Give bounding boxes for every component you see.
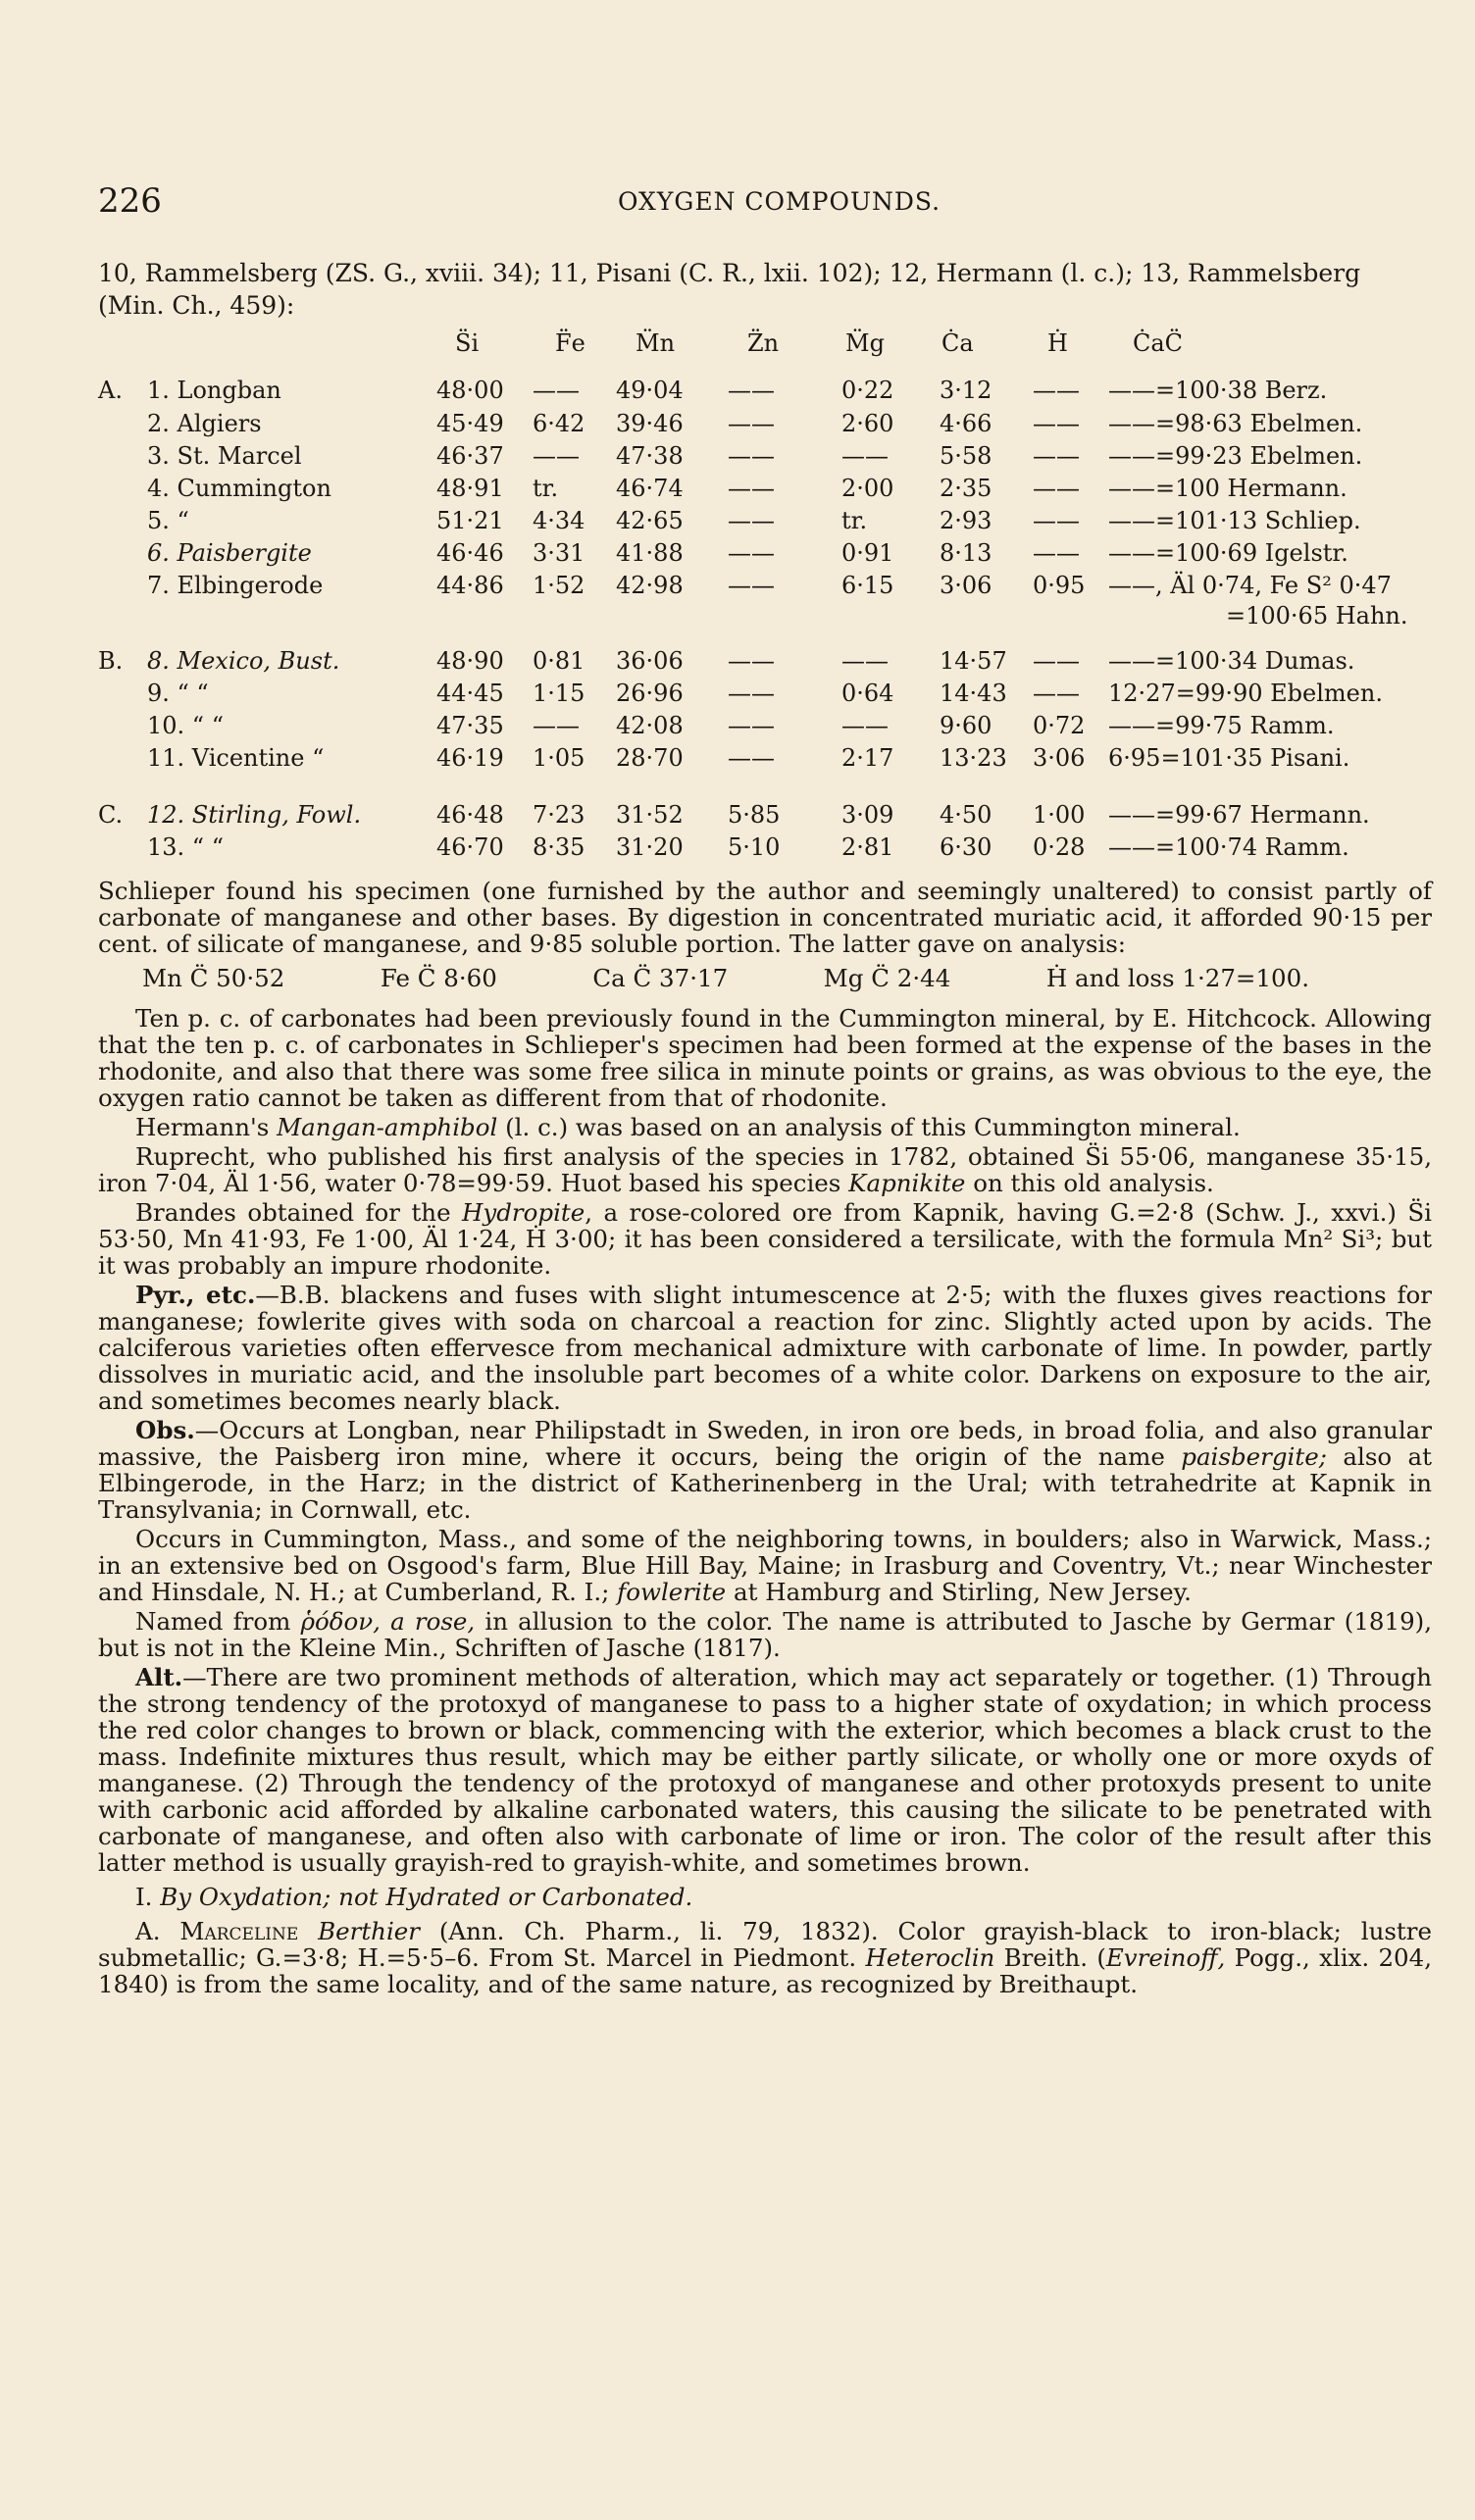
value-cell: ——=99·75 Ramm. xyxy=(1108,712,1335,739)
observations-paragraph: Obs.—Occurs at Longban, near Philipstadt in Sweden, in iron ore beds, in broad folia, and also granular massive, the Paisberg iron mine, where it occurs, being the origin of the name paisbergite; also at Elbingerode, in the Harz; in the district of Katherinenberg in the Ural; with tetrahedrite at Kapnik in Transylvania; in Cornwall, etc. xyxy=(98,1416,1432,1524)
value-cell: 6·95=101·35 Pisani. xyxy=(1108,744,1350,772)
schlieper-paragraph: Schlieper found his specimen (one furnished by the author and seemingly unaltered) to consist partly of carbonate of manganese and other bases. By digestion in concentrated muriatic acid, it afforded 90·15 per cent. of silicate of manganese, and 9·85 soluble portion. The latter gave on analysis: xyxy=(98,877,1432,958)
formula-term: Fe C̈ 8·60 xyxy=(380,964,497,992)
value-cell: 0·95 xyxy=(1033,572,1086,599)
value-cell: —— xyxy=(728,442,775,470)
formula-term: Mn C̈ 50·52 xyxy=(142,964,285,992)
value-cell: —— xyxy=(728,680,775,707)
locality-cell: 5. “ xyxy=(147,507,189,534)
value-cell: 8·13 xyxy=(940,539,992,567)
value-cell: —— xyxy=(728,572,775,599)
value-cell: 2·81 xyxy=(841,833,894,861)
carbonate-formula xyxy=(142,965,1309,991)
value-cell: —— xyxy=(1033,377,1080,404)
value-cell: —— xyxy=(728,647,775,675)
marceline-paragraph: A. Marceline Berthier (Ann. Ch. Pharm., li. 79, 1832). Color grayish-black to iron-black; lustre submetallic; G.=3·8; H.=5·5–6. From St. Marcel in Piedmont. Heteroclin Breith. (Evreinoff, Pogg., xlix. 204, 1840) is from the same locality, and of the same nature, as recognized by Breithaupt. xyxy=(98,1917,1432,1998)
value-cell: 46·70 xyxy=(436,833,504,861)
value-cell: 4·66 xyxy=(940,410,992,437)
value-cell: 47·35 xyxy=(436,712,504,739)
value-cell: 41·88 xyxy=(616,539,684,567)
value-cell: ——=100·74 Ramm. xyxy=(1108,833,1349,861)
value-cell: —— xyxy=(728,410,775,437)
value-cell: 39·46 xyxy=(616,410,684,437)
value-cell: —— xyxy=(1033,507,1080,534)
occurrences-paragraph: Occurs in Cummington, Mass., and some of the neighboring towns, in boulders; also in Warwick, Mass.; in an extensive bed on Osgood's farm, Blue Hill Bay, Maine; in Irasburg and Coventry, Vt.; near Winchester and Hinsdale, N. H.; at Cumberland, R. I.; fowlerite at Hamburg and Stirling, New Jersey. xyxy=(98,1525,1432,1606)
value-cell: 6·30 xyxy=(940,833,992,861)
column-header: Ċa xyxy=(941,329,974,357)
column-header: Ḣ xyxy=(1047,329,1068,357)
page-number: 226 xyxy=(98,181,162,221)
value-cell: 26·96 xyxy=(616,680,684,707)
pyrognostics-paragraph: Pyr., etc.—B.B. blackens and fuses with slight intumescence at 2·5; with the fluxes gives reactions for manganese; fowlerite gives with soda on charcoal a reaction for zinc. Slightly acted upon by acids. The calciferous varieties often effervesce from mechanical admixture with carbonate of lime. In powder, partly dissolves in muriatic acid, and the insoluble part becomes of a white color. Darkens on exposure to the air, and sometimes becomes nearly black. xyxy=(98,1281,1433,1415)
value-cell: tr. xyxy=(533,475,559,502)
value-cell: 47·38 xyxy=(616,442,684,470)
locality-cell: 9. “ “ xyxy=(147,680,209,707)
value-cell: 1·15 xyxy=(533,680,585,707)
value-cell: 4·50 xyxy=(940,801,992,829)
value-cell: 42·08 xyxy=(616,712,684,739)
column-header: ĊaC̈ xyxy=(1133,329,1184,357)
column-header: S̈i xyxy=(455,329,480,357)
value-cell: —— xyxy=(841,647,889,675)
column-header: M̈n xyxy=(636,329,676,357)
value-cell: 42·98 xyxy=(616,572,684,599)
value-cell: 51·21 xyxy=(436,507,504,534)
value-cell: —— xyxy=(728,712,775,739)
locality-cell: 1. Longban xyxy=(147,377,281,404)
value-cell: ——=100·38 Berz. xyxy=(1108,377,1328,404)
value-cell: ——=100·69 Igelstr. xyxy=(1108,539,1348,567)
value-cell: 2·35 xyxy=(940,475,992,502)
value-cell: 46·46 xyxy=(436,539,504,567)
analysis-table xyxy=(0,0,1475,882)
value-cell: 2·93 xyxy=(940,507,992,534)
value-cell: —— xyxy=(1033,539,1080,567)
value-cell: ——=100·34 Dumas. xyxy=(1108,647,1355,675)
value-cell: 42·65 xyxy=(616,507,684,534)
locality-cell: 12. Stirling, Fowl. xyxy=(147,801,362,829)
value-cell: 2·00 xyxy=(841,475,894,502)
value-cell: 12·27=99·90 Ebelmen. xyxy=(1108,680,1383,707)
value-cell: 2·17 xyxy=(841,744,894,772)
value-cell: ——=101·13 Schliep. xyxy=(1108,507,1361,534)
value-cell: ——=99·67 Hermann. xyxy=(1108,801,1370,829)
value-cell: 0·72 xyxy=(1033,712,1086,739)
value-cell: 7·23 xyxy=(533,801,585,829)
column-header: F̈e xyxy=(555,329,585,357)
value-cell: 46·74 xyxy=(616,475,684,502)
value-cell: 3·09 xyxy=(841,801,894,829)
value-cell: —— xyxy=(728,377,775,404)
value-cell: 0·22 xyxy=(841,377,894,404)
value-cell: —— xyxy=(533,712,580,739)
value-cell: 49·04 xyxy=(616,377,684,404)
value-cell: 6·15 xyxy=(841,572,894,599)
value-cell: 0·81 xyxy=(533,647,585,675)
value-cell: —— xyxy=(1033,410,1080,437)
value-cell: 3·12 xyxy=(940,377,992,404)
locality-cell: 4. Cummington xyxy=(147,475,331,502)
formula-term: Ḣ and loss 1·27=100. xyxy=(1045,964,1309,992)
value-cell: 0·91 xyxy=(841,539,894,567)
value-cell: —— xyxy=(728,539,775,567)
value-cell: 3·06 xyxy=(940,572,992,599)
value-cell: 3·06 xyxy=(1033,744,1086,772)
column-header: Z̈n xyxy=(747,329,780,357)
value-cell: 14·57 xyxy=(940,647,1007,675)
value-cell: 44·86 xyxy=(436,572,504,599)
group-label: C. xyxy=(98,801,124,829)
value-cell: tr. xyxy=(841,507,868,534)
value-cell: 45·49 xyxy=(436,410,504,437)
value-cell: ——=98·63 Ebelmen. xyxy=(1108,410,1363,437)
locality-cell: 7. Elbingerode xyxy=(147,572,324,599)
value-cell: ——=100 Hermann. xyxy=(1108,475,1348,502)
body-text xyxy=(98,878,1432,2000)
brandes-paragraph: Brandes obtained for the Hydropite, a rose-colored ore from Kapnik, having G.=2·8 (Schw. J., xxvi.) S̈i 53·50, Mn 41·93, Fe 1·00, Äl 1·24, Ḣ 3·00; it has been considered a tersilicate, with the formula Mn² Si³; but it was probably an impure rhodonite. xyxy=(98,1198,1432,1280)
value-cell: 46·37 xyxy=(436,442,504,470)
value-cell: 0·28 xyxy=(1033,833,1086,861)
value-cell: —— xyxy=(533,442,580,470)
ruprecht-paragraph: Ruprecht, who published his first analysis of the species in 1782, obtained S̈i 55·06, manganese 35·15, iron 7·04, Äl 1·56, water 0·78=99·59. Huot based his species Kapnikite on this old analysis. xyxy=(98,1142,1432,1197)
ten-percent-paragraph: Ten p. c. of carbonates had been previously found in the Cummington mineral, by E. Hitchcock. Allowing that the ten p. c. of carbonates in Schlieper's specimen had been formed at the expense of the bases in the rhodonite, and also that there was some free silica in minute points or grains, as was obvious to the eye, the oxygen ratio cannot be taken as different from that of rhodonite. xyxy=(98,1004,1432,1112)
alteration-paragraph: Alt.—There are two prominent methods of alteration, which may act separately or together. (1) Through the strong tendency of the protoxyd of manganese to pass to a higher state of oxydation; in which process the red color changes to brown or black, commencing with the exterior, which becomes a black crust to the mass. Indefinite mixtures thus result, which may be either partly silicate, or wholly one or more oxyds of manganese. (2) Through the tendency of the protoxyd of manganese and other protoxyds present to unite with carbonic acid afforded by alkaline carbonated waters, this causing the silicate to be penetrated with carbonate of manganese, and often also with carbonate of lime or iron. The color of the result after this latter method is usually grayish-red to grayish-white, and sometimes brown. xyxy=(98,1663,1432,1877)
locality-cell: 2. Algiers xyxy=(147,410,262,437)
value-cell: 9·60 xyxy=(940,712,992,739)
value-cell: ——, Äl 0·74, Fe S² 0·47 xyxy=(1108,572,1392,599)
value-cell: 28·70 xyxy=(616,744,684,772)
value-cell: 13·23 xyxy=(940,744,1007,772)
locality-cell: 11. Vicentine “ xyxy=(147,744,325,772)
value-cell: —— xyxy=(1033,442,1080,470)
value-cell: 31·52 xyxy=(616,801,684,829)
value-cell: —— xyxy=(841,712,889,739)
group-label: A. xyxy=(98,377,123,404)
total-continuation: =100·65 Hahn. xyxy=(1226,602,1408,630)
value-cell: —— xyxy=(728,507,775,534)
etymology-paragraph: Named from ῥόδον, a rose, in allusion to the color. The name is attributed to Jasche by Germar (1819), but is not in the Kleine Min., Schriften of Jasche (1817). xyxy=(98,1607,1433,1662)
value-cell: 48·00 xyxy=(436,377,504,404)
value-cell: 48·90 xyxy=(436,647,504,675)
locality-cell: 3. St. Marcel xyxy=(147,442,302,470)
value-cell: —— xyxy=(841,442,889,470)
analysis-sources: 10, Rammelsberg (ZS. G., xviii. 34); 11, Pisani (C. R., lxii. 102); 12, Hermann (l. c.); 13, Rammelsberg (Min. Ch., 459): xyxy=(98,259,1361,320)
group-label: B. xyxy=(98,647,124,675)
value-cell: 36·06 xyxy=(616,647,684,675)
value-cell: 5·58 xyxy=(940,442,992,470)
value-cell: 1·05 xyxy=(533,744,585,772)
section-heading: I. By Oxydation; not Hydrated or Carbonated. xyxy=(135,1883,693,1911)
value-cell: 14·43 xyxy=(940,680,1007,707)
value-cell: 4·34 xyxy=(533,507,585,534)
value-cell: —— xyxy=(1033,475,1080,502)
value-cell: 3·31 xyxy=(533,539,585,567)
value-cell: —— xyxy=(533,377,580,404)
value-cell: 5·85 xyxy=(728,801,781,829)
column-header: M̈g xyxy=(845,329,885,357)
formula-term: Ca C̈ 37·17 xyxy=(592,964,729,992)
value-cell: —— xyxy=(1033,680,1080,707)
locality-cell: 6. Paisbergite xyxy=(147,539,312,567)
locality-cell: 13. “ “ xyxy=(147,833,224,861)
value-cell: 46·48 xyxy=(436,801,504,829)
locality-cell: 10. “ “ xyxy=(147,712,224,739)
value-cell: 46·19 xyxy=(436,744,504,772)
running-title: OXYGEN COMPOUNDS. xyxy=(618,187,941,216)
value-cell: ——=99·23 Ebelmen. xyxy=(1108,442,1363,470)
value-cell: 5·10 xyxy=(728,833,781,861)
value-cell: 1·00 xyxy=(1033,801,1086,829)
value-cell: 48·91 xyxy=(436,475,504,502)
value-cell: 6·42 xyxy=(533,410,585,437)
hermann-paragraph: Hermann's Mangan-amphibol (l. c.) was based on an analysis of this Cummington mineral. xyxy=(135,1113,1241,1141)
locality-cell: 8. Mexico, Bust. xyxy=(147,647,340,675)
value-cell: 0·64 xyxy=(841,680,894,707)
value-cell: —— xyxy=(1033,647,1080,675)
value-cell: —— xyxy=(728,744,775,772)
formula-term: Mg C̈ 2·44 xyxy=(823,964,951,992)
value-cell: 8·35 xyxy=(533,833,585,861)
value-cell: 44·45 xyxy=(436,680,504,707)
value-cell: —— xyxy=(728,475,775,502)
value-cell: 2·60 xyxy=(841,410,894,437)
value-cell: 1·52 xyxy=(533,572,585,599)
value-cell: 31·20 xyxy=(616,833,684,861)
